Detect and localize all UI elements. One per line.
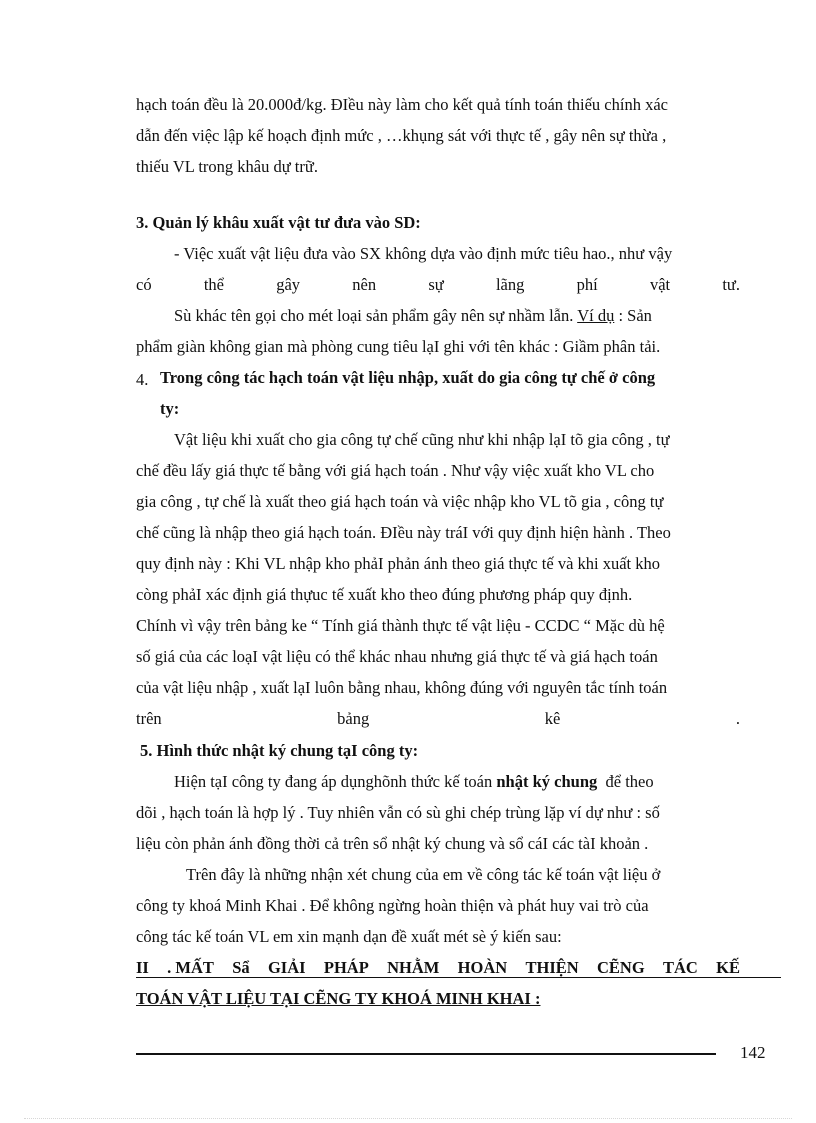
example-label: Ví dụ	[577, 306, 615, 325]
word: phí	[576, 275, 598, 294]
word: Sẩ	[232, 958, 250, 977]
text-span: : Sản	[618, 306, 652, 325]
footer-rule	[136, 1053, 716, 1055]
word: .	[735, 709, 740, 728]
text-span: Sù khác tên gọi cho mét loại sản phẩm gây nên sự nhầm lẫn.	[174, 306, 574, 325]
paragraph-line: chế đều lấy giá thực tế bằng với giá hạch toán . Như vậy việc xuất kho VL cho	[136, 461, 655, 480]
word: trên	[136, 709, 162, 728]
section-number-4: 4.	[136, 370, 149, 389]
text-span: Hiện tạI công ty đang áp dụnghõnh thức kế toán	[174, 772, 493, 791]
text-span: để theo	[605, 772, 654, 791]
justified-line	[136, 708, 740, 730]
word: CẼNG	[596, 958, 645, 977]
paragraph-line: công tác kế toán VL em xin mạnh dạn đề xuất mét sè ý kiến sau:	[136, 927, 562, 946]
paragraph-line: Vật liệu khi xuất cho gia công tự chế cũng như khi nhập lạI tõ gia công , tự	[174, 430, 670, 449]
paragraph-line: Trên đây là những nhận xét chung của em về công tác kế toán vật liệu ở	[186, 865, 661, 884]
word: tư.	[722, 275, 740, 294]
paragraph-line: số giá của các loạI vật liệu có thể khác nhau nhưng giá thực tế và giá hạch toán	[136, 647, 658, 666]
word: nên	[352, 275, 377, 294]
paragraph-line: liệu còn phản ánh đồng thời cả trên sổ nhật ký chung và sổ cáI các tàI khoản .	[136, 834, 649, 853]
word: gây	[276, 275, 301, 294]
paragraph-line: chế cũng là nhập theo giá hạch toán. ĐIều này tráI với quy định hiện hành . Theo	[136, 523, 671, 542]
paragraph-line: dẫn đến việc lập kế hoạch định mức , …khụng sát với thực tế , gây nên sự thừa ,	[136, 126, 667, 145]
paragraph-line: quy định này : Khi VL nhập kho phảI phản ánh theo giá thực tế và khi xuất kho	[136, 554, 661, 573]
section-heading-ii	[136, 957, 740, 979]
paragraph-line: công ty khoá Minh Khai . Để không ngừng hoàn thiện và phát huy vai trò của	[136, 896, 649, 915]
word: II	[136, 958, 149, 977]
word: có	[136, 275, 152, 294]
word: . MẤT	[167, 958, 214, 977]
justified-line	[136, 274, 740, 296]
word: NHẰM	[387, 958, 440, 977]
page-edge-divider	[24, 1118, 792, 1119]
section-heading-4: Trong công tác hạch toán vật liệu nhập, xuất do gia công tự chế ở công	[160, 368, 656, 387]
heading-underline	[136, 977, 781, 978]
word: GIẢI	[267, 958, 306, 977]
page-number: 142	[740, 1043, 766, 1062]
section-heading-3: 3. Quản lý khâu xuất vật tư đưa vào SD:	[136, 213, 421, 232]
word: lãng	[495, 275, 525, 294]
paragraph-line: gia công , tự chế là xuất theo giá hạch toán và việc nhập kho VL tõ gia , công tự	[136, 492, 664, 511]
paragraph-line: hạch toán đều là 20.000đ/kg. ĐIều này làm cho kết quả tính toán thiếu chính xác	[136, 95, 668, 114]
word: PHÁP	[323, 958, 369, 977]
paragraph-line: thiếu VL trong khâu dự trữ.	[136, 157, 318, 176]
word: thể	[203, 275, 224, 294]
section-heading-5: 5. Hình thức nhật ký chung tạI công ty:	[140, 741, 419, 760]
paragraph-line: - Việc xuất vật liệu đưa vào SX không dựa vào định mức tiêu hao., như vậy	[174, 244, 673, 263]
word: vật	[649, 275, 671, 294]
bold-term: nhật ký chung	[496, 772, 598, 791]
section-heading-4-cont: ty:	[160, 399, 180, 418]
paragraph-line	[174, 305, 740, 327]
section-heading-ii-cont: TOÁN VẬT LIỆU TẠI CẼNG TY KHOÁ MINH KHAI :	[136, 989, 541, 1008]
paragraph-line: dõi , hạch toán là hợp lý . Tuy nhiên vẫn có sù ghi chép trùng lặp ví dự như : số	[136, 803, 660, 822]
word: TÁC	[662, 958, 698, 977]
word: HOÀN	[457, 958, 508, 977]
paragraph-line	[174, 771, 740, 793]
word: bảng	[337, 709, 370, 728]
word: sự	[428, 275, 444, 294]
word: KẾ	[716, 958, 740, 977]
paragraph-line: phẩm giàn không gian mà phòng cung tiêu lạI ghi với tên khác : Giầm phân tải.	[136, 337, 661, 356]
paragraph-line: còng phảI xác định giá thựuc tế xuất kho theo đúng phương pháp quy định.	[136, 585, 633, 604]
word: THIỆN	[525, 958, 579, 977]
word: kê	[544, 709, 561, 728]
paragraph-line: của vật liệu nhập , xuất lạI luôn bằng nhau, không đúng với nguyên tắc tính toán	[136, 678, 668, 697]
paragraph-line: Chính vì vậy trên bảng ke “ Tính giá thành thực tế vật liệu - CCDC “ Mặc dù hệ	[136, 616, 665, 635]
